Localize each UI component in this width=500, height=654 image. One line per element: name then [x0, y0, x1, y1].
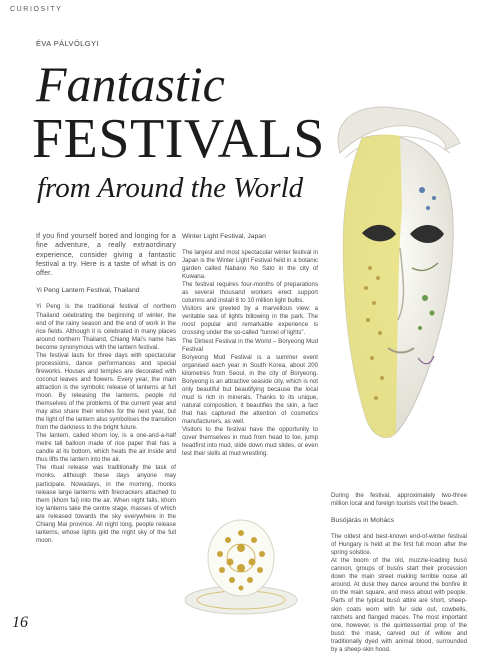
body-paragraph: The festival lasts for three days with spectacular processions, dance performances and special fireworks. Houses and temples are decorated with coconut leaves and flowers. Every year, the main attraction is the symbolic release of lanterns at full moon. By releasing the lanterns, people rid themselves of the problems of the current year and may also share their wishes for the next year, but the light of the lantern also symbolises the transition from the darkness to the bright future. [36, 351, 176, 432]
page-number: 16 [12, 614, 28, 631]
section-heading-boryeong: The Dirtiest Festival in the World – Boryeong Mud Festival [182, 337, 318, 353]
column-3 [331, 492, 467, 654]
body-paragraph: Yi Peng is the traditional festival of northern Thailand celebrating the beginning of winter, the end of the rainy season and the end of work in the rice fields. Although it is celebrated in many places around northern Thailand, Chiang Mai's name has become synonymous with the lantern festival. [36, 303, 176, 351]
porcelain-egg-image [180, 508, 302, 618]
author-name: ÉVA PÁLVÖLGYI [36, 39, 99, 48]
section-heading-yi-peng: Yi Peng Lantern Festival, Thailand [36, 287, 140, 295]
body-paragraph: The oldest and best-known end-of-winter festival of Hungary is held at the first full moon after the spring solstice. [331, 533, 467, 557]
column-2 [182, 232, 318, 458]
image-caption: During the festival, approximately two-three million local and foreign tourists visit the beach. [331, 492, 467, 508]
body-paragraph: Visitors are greeted by a marvellous view: a veritable sea of lights billowing in the park. The most popular and remarkable experience is crossing under the so-called "tunnel of lights". [182, 305, 318, 337]
body-paragraph: Visitors to the festival have the opportunity to cover themselves in mud from head to toe, jump headfirst into mud, slide down mud slides, or even test their skills at mud wrestling. [182, 426, 318, 458]
body-paragraph: The largest and most spectacular winter festival in Japan is the Winter Light Festival held in a botanic garden called Nabano No Sato in the city of Kuwana. [182, 249, 318, 281]
headline-line-1: Fantastic [36, 56, 225, 112]
section-heading-winter-light: Winter Light Festival, Japan [182, 233, 266, 240]
section-label: CURIOSITY [10, 6, 63, 13]
body-paragraph: The festival requires four-months of preparations as several thousand workers erect support columns and install 8 to 10 million light bulbs. [182, 281, 318, 305]
intro-paragraph: If you find yourself bored and longing for a fine adventure, a really extraordinary experience, consider giving a fantastic festival a try. Here is a taste of what is on offer. [36, 233, 176, 278]
headline-line-3: from Around the World [37, 172, 304, 204]
body-paragraph: The ritual release was traditionally the task of monks, although these days anyone may participate. Nowadays, in the morning, monks release large lanterns with firecrackers attached to them (khom fai) into the air. When night falls, khom loy lanterns take the centre stage, masses of which are released towards the sky everywhere in the Chiang Mai province. All night long, people release lanterns, whose lights gild the night sky of the full moon. [36, 464, 176, 544]
body-paragraph: The lantern, called khom loy, is a one-and-a-half metre tall balloon made of rice paper that has a candle at its bottom, which heats the air inside and thus lifts the lantern into the air. [36, 432, 176, 464]
column-1 [36, 232, 176, 545]
section-heading-busojaras: Busójárás in Mohács [331, 517, 395, 525]
body-paragraph: Boryeong Mud Festival is a summer event organised each year in South Korea, about 200 kilometres from Seoul, in the city of Boryeong. Boryeong is an attractive seaside city, which is not only beautiful but beautifying because the local mud is rich in minerals. Thanks to its unique, natural composition, it beautifies the skin, a fact that has captured the attention of cosmetics manufacturers, as well. [182, 353, 318, 425]
body-paragraph: At the boom of the old, muzzle-loading busó cannon, groups of busós start their procession down the main street making terrible noise all around. At dusk they dance around the bonfire lit on the main square, and mess about with people. Parts of the typical busó attire are short, sheep-skin coats worn with fur side out, cowbells, ratchets and flanged maces. The most important one, however, is the quintessential prop of the busó: the mask, carved out of willow and traditionally dyed with animal blood, surrounded by a sheep-skin hood. [331, 557, 467, 653]
headline-line-2: FESTIVALS [32, 108, 325, 170]
porcelain-mask-image [300, 98, 470, 478]
